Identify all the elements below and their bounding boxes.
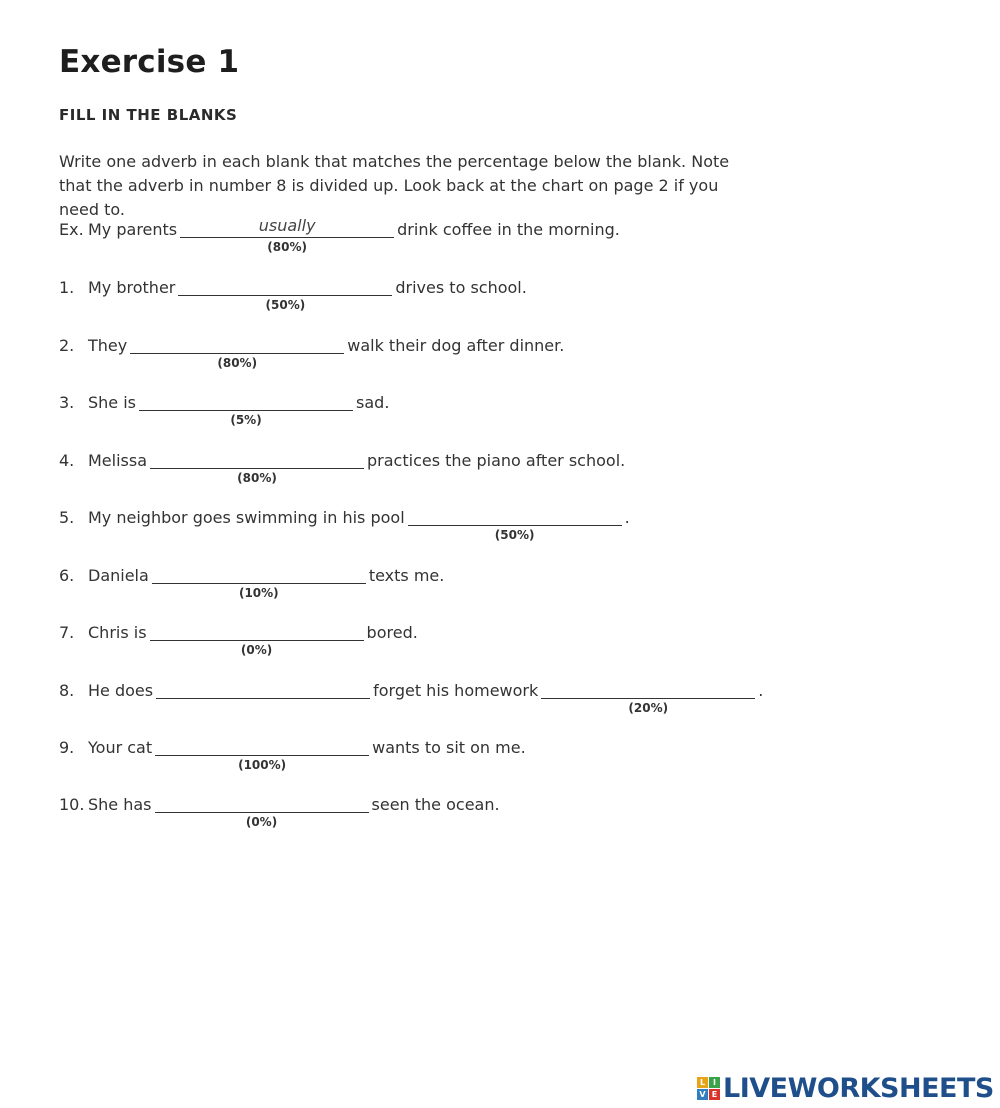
item-sentence [88,736,526,772]
answer-input[interactable] [156,675,370,697]
sentence-text: Chris is [88,623,147,642]
answer-input[interactable] [408,502,622,524]
answer-blank [150,449,364,485]
answer-input[interactable] [139,387,353,409]
sentence-text: Your cat [88,738,153,757]
sentence-text: He does [88,681,154,700]
percentage-label: (5%) [230,413,262,427]
sentence-text: walk their dog after dinner. [347,336,565,355]
logo-mark-letter: L [697,1077,708,1088]
instructions: Write one adverb in each blank that matches the percentage below the blank. Note that the adverb in number 8 is divided up. Look back at the chart on page 2 if you need to. [59,152,730,219]
exercise-item [59,736,959,776]
item-number: 4. [59,451,75,470]
item-sentence [88,276,527,312]
sentence-text: drink coffee in the morning. [397,220,620,239]
item-sentence [88,449,626,485]
answer-blank [139,391,353,427]
item-number: Ex. [59,220,84,239]
percentage-label: (10%) [238,586,279,600]
item-number: 8. [59,681,75,700]
answer-input[interactable] [155,732,369,754]
sentence-text: She has [88,795,152,814]
percentage-label: (80%) [237,471,277,485]
item-sentence [88,391,390,427]
item-sentence [88,679,764,715]
answer-blank [152,564,366,600]
item-number: 5. [59,508,75,527]
item-number: 10. [59,795,85,814]
item-sentence [88,564,445,600]
sentence-text: wants to sit on me. [372,738,526,757]
exercise-item [59,276,959,316]
item-number: 2. [59,336,75,355]
answer-input[interactable] [178,272,392,294]
answer-blank [541,679,755,715]
page-title: Exercise 1 [59,44,240,80]
sentence-text: practices the piano after school. [367,451,626,470]
sentence-text: sad. [356,393,390,412]
sentence-text: My neighbor goes swimming in his pool [88,508,405,527]
exercise-item [59,679,959,719]
sentence-text: She is [88,393,137,412]
sentence-text: forget his homework [373,681,539,700]
exercise-item [59,449,959,489]
sentence-text: They [88,336,128,355]
logo-mark-letter: V [697,1089,708,1100]
exercise-item [59,793,959,833]
answer-blank [408,506,622,542]
exercise-item [59,621,959,661]
item-number: 6. [59,566,75,585]
sentence-text: Daniela [88,566,149,585]
answer-input[interactable] [130,330,344,352]
section-subtitle: FILL IN THE BLANKS [59,106,238,124]
sentence-text: drives to school. [395,278,527,297]
percentage-label: (0%) [240,643,273,657]
sentence-text: seen the ocean. [371,795,500,814]
answer-input[interactable] [152,560,366,582]
item-sentence [88,218,620,254]
exercise-item [59,391,959,431]
logo-mark-icon [697,1077,720,1100]
answer-blank [178,276,392,312]
percentage-label: (80%) [217,356,258,370]
sentence-text: My brother [88,278,176,297]
percentage-label: (0%) [245,815,278,829]
item-number: 7. [59,623,75,642]
answer-input[interactable] [150,617,364,639]
exercise-item [59,506,959,546]
exercise-item [59,218,959,258]
sentence-text: My parents [88,220,178,239]
answer-blank [180,218,394,254]
answer-input[interactable] [150,445,364,467]
item-sentence [88,621,418,657]
sentence-text: . [758,681,764,700]
percentage-label: (20%) [628,701,669,715]
answer-input[interactable] [541,675,755,697]
percentage-label: (50%) [494,528,535,542]
percentage-label: (50%) [265,298,306,312]
exercise-item [59,334,959,374]
item-number: 3. [59,393,75,412]
item-sentence [88,334,565,370]
answer-input[interactable] [155,789,369,811]
percentage-label: (80%) [267,240,307,254]
sentence-text: texts me. [368,566,445,585]
item-number: 1. [59,278,75,297]
percentage-label: (100%) [238,758,287,772]
item-sentence [88,506,630,542]
answer-blank [130,334,344,370]
answer-blank [155,793,369,829]
answer-input[interactable] [180,214,394,236]
sentence-text: . [624,508,630,527]
item-sentence [88,793,500,829]
answer-blank [155,736,369,772]
item-number: 9. [59,738,75,757]
liveworksheets-logo [697,1073,994,1103]
sentence-text: bored. [366,623,418,642]
answer-blank [156,679,370,703]
sentence-text: Melissa [88,451,148,470]
exercise-item [59,564,959,604]
logo-text: LIVEWORKSHEETS [723,1072,994,1104]
logo-mark-letter: E [709,1089,720,1100]
answer-blank [150,621,364,657]
logo-mark-letter: I [709,1077,720,1088]
